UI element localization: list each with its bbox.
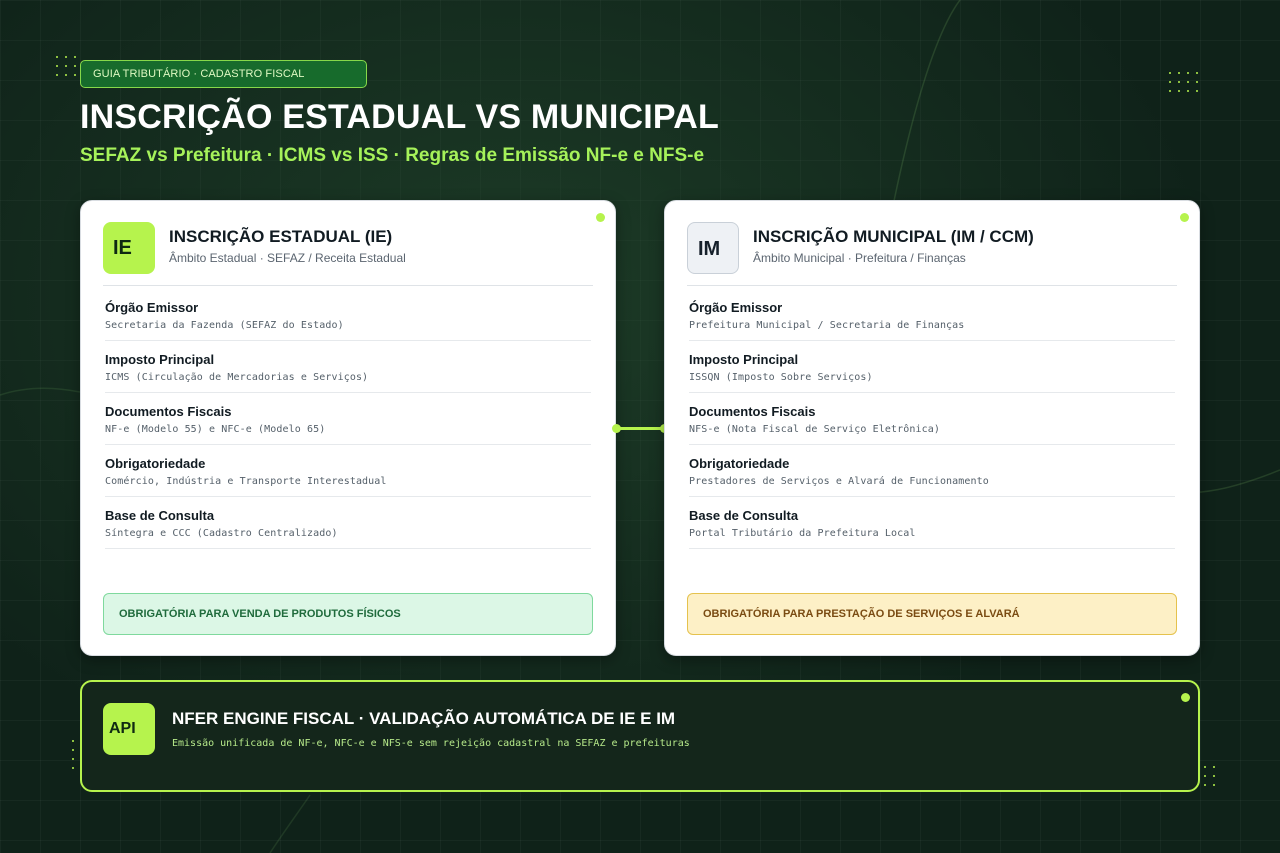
- row-value: ISSQN (Imposto Sobre Serviços): [689, 372, 873, 383]
- info-row-tax: [689, 341, 1175, 393]
- ie-icon: IE: [103, 222, 155, 274]
- divider: [103, 285, 593, 286]
- row-value: Síntegra e CCC (Cadastro Centralizado): [105, 528, 338, 539]
- row-label: Órgão Emissor: [689, 300, 783, 315]
- status-dot-icon: [1181, 693, 1190, 702]
- decor-dots-top-right: [1169, 72, 1198, 92]
- card-connector: [617, 427, 664, 430]
- row-label: Órgão Emissor: [105, 300, 199, 315]
- row-label: Base de Consulta: [105, 508, 215, 523]
- row-value: NF-e (Modelo 55) e NFC-e (Modelo 65): [105, 424, 326, 435]
- info-list: [689, 289, 1175, 549]
- engine-description: Emissão unificada de NF-e, NFC-e e NFS-e sem rejeição cadastral na SEFAZ e prefeituras: [172, 738, 690, 749]
- decor-dots-left-edge: [72, 740, 74, 769]
- status-dot-icon: [1180, 213, 1189, 222]
- info-row-lookup: [689, 497, 1175, 549]
- decor-dots-bottom-right: [1204, 766, 1215, 786]
- info-row-obligation: [689, 445, 1175, 497]
- requirement-note: OBRIGATÓRIA PARA VENDA DE PRODUTOS FÍSICOS: [103, 593, 593, 635]
- category-badge: GUIA TRIBUTÁRIO · CADASTRO FISCAL: [80, 60, 367, 88]
- api-icon: API: [103, 703, 155, 755]
- info-row-documents: [689, 393, 1175, 445]
- card-title: INSCRIÇÃO MUNICIPAL (IM / CCM): [753, 227, 1034, 246]
- divider: [687, 285, 1177, 286]
- state-registration-card: [80, 200, 616, 656]
- row-value: NFS-e (Nota Fiscal de Serviço Eletrônica): [689, 424, 940, 435]
- card-scope: Âmbito Estadual · SEFAZ / Receita Estadual: [169, 251, 406, 265]
- row-label: Imposto Principal: [689, 352, 799, 367]
- info-row-lookup: [105, 497, 591, 549]
- card-scope: Âmbito Municipal · Prefeitura / Finanças: [753, 251, 966, 265]
- card-title: INSCRIÇÃO ESTADUAL (IE): [169, 227, 393, 246]
- row-label: Obrigatoriedade: [689, 456, 790, 471]
- row-label: Imposto Principal: [105, 352, 215, 367]
- info-list: [105, 289, 591, 549]
- row-value: Comércio, Indústria e Transporte Interestadual: [105, 476, 387, 487]
- page-subtitle: SEFAZ vs Prefeitura · ICMS vs ISS · Regras de Emissão NF-e e NFS-e: [80, 145, 705, 166]
- row-label: Base de Consulta: [689, 508, 799, 523]
- row-label: Documentos Fiscais: [105, 404, 232, 419]
- row-value: Prestadores de Serviços e Alvará de Funcionamento: [689, 476, 989, 487]
- row-value: Prefeitura Municipal / Secretaria de Finanças: [689, 320, 965, 331]
- info-row-documents: [105, 393, 591, 445]
- info-row-issuer: [105, 289, 591, 341]
- info-row-obligation: [105, 445, 591, 497]
- municipal-registration-card: [664, 200, 1200, 656]
- requirement-note: OBRIGATÓRIA PARA PRESTAÇÃO DE SERVIÇOS E ALVARÁ: [687, 593, 1177, 635]
- page-title: INSCRIÇÃO ESTADUAL VS MUNICIPAL: [80, 98, 720, 136]
- im-icon: IM: [687, 222, 739, 274]
- row-value: ICMS (Circulação de Mercadorias e Serviços): [105, 372, 369, 383]
- decor-dots-top-left: [56, 56, 76, 76]
- engine-banner: [80, 680, 1200, 792]
- status-dot-icon: [596, 213, 605, 222]
- row-value: Secretaria da Fazenda (SEFAZ do Estado): [105, 320, 344, 331]
- row-value: Portal Tributário da Prefeitura Local: [689, 528, 916, 539]
- row-label: Documentos Fiscais: [689, 404, 816, 419]
- row-label: Obrigatoriedade: [105, 456, 206, 471]
- connector-dot-left: [612, 424, 621, 433]
- engine-title: NFER ENGINE FISCAL · VALIDAÇÃO AUTOMÁTICA DE IE E IM: [172, 709, 676, 728]
- info-row-issuer: [689, 289, 1175, 341]
- info-row-tax: [105, 341, 591, 393]
